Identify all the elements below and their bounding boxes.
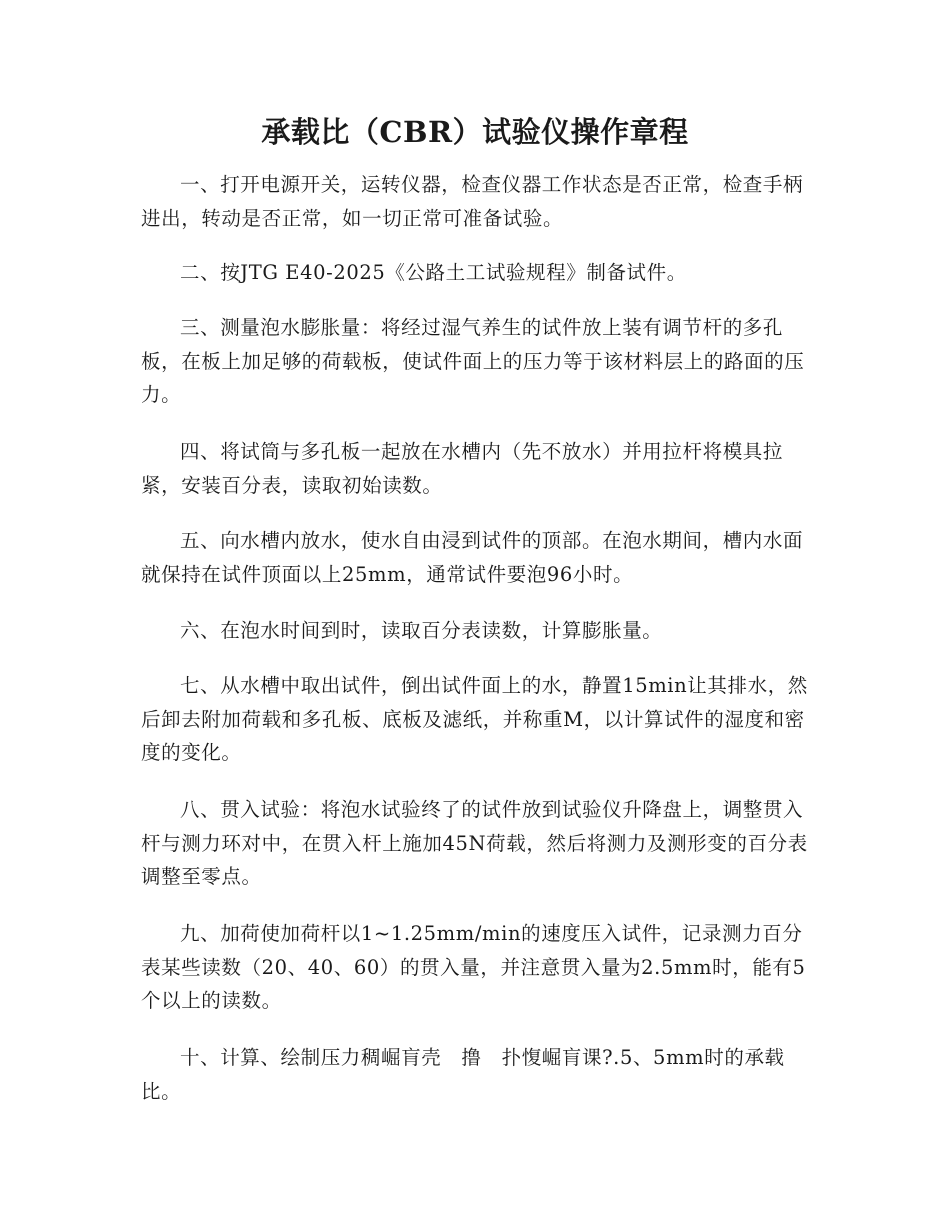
document-title: 承载比（CBR）试验仪操作章程 xyxy=(261,115,689,149)
paragraph-step-1: 一、打开电源开关，运转仪器，检查仪器工作状态是否正常，检查手柄进出，转动是否正常，如一切正常可准备试验。 xyxy=(141,173,804,230)
paragraph-step-9: 九、加荷使加荷杆以1~1.25mm/min的速度压入试件，记录测力百分表某些读数（20、40、60）的贯入量，并注意贯入量为2.5mm时，能有5个以上的读数。 xyxy=(141,922,806,1012)
paragraph-step-6: 六、在泡水时间到时，读取百分表读数，计算膨胀量。 xyxy=(180,619,663,642)
paragraph-step-7: 七、从水槽中取出试件，倒出试件面上的水，静置15min让其排水，然后卸去附加荷载和多孔板、底板及滤纸，并称重M，以计算试件的湿度和密度的变化。 xyxy=(141,674,808,764)
paragraph-step-4: 四、将试筒与多孔板一起放在水槽内（先不放水）并用拉杆将模具拉紧，安装百分表，读取初始读数。 xyxy=(141,440,784,497)
paragraph-step-8: 八、贯入试验：将泡水试验终了的试件放到试验仪升降盘上，调整贯入杆与测力环对中，在贯入杆上施加45N荷载，然后将测力及测形变的百分表调整至零点。 xyxy=(141,798,808,888)
paragraph-step-3: 三、测量泡水膨胀量：将经过湿气养生的试件放上装有调节杆的多孔板，在板上加足够的荷载板，使试件面上的压力等于该材料层上的路面的压力。 xyxy=(141,316,805,406)
paragraph-step-10: 十、计算、绘制压力稠崛肓壳 撸 扑愎崛肓课?.5、5mm时的承载比。 xyxy=(141,1046,785,1103)
paragraph-step-5: 五、向水槽内放水，使水自由浸到试件的顶部。在泡水期间，槽内水面就保持在试件顶面以上25mm，通常试件要泡96小时。 xyxy=(141,529,804,586)
paragraph-step-2: 二、按JTG E40-2025《公路土工试验规程》制备试件。 xyxy=(180,261,687,284)
